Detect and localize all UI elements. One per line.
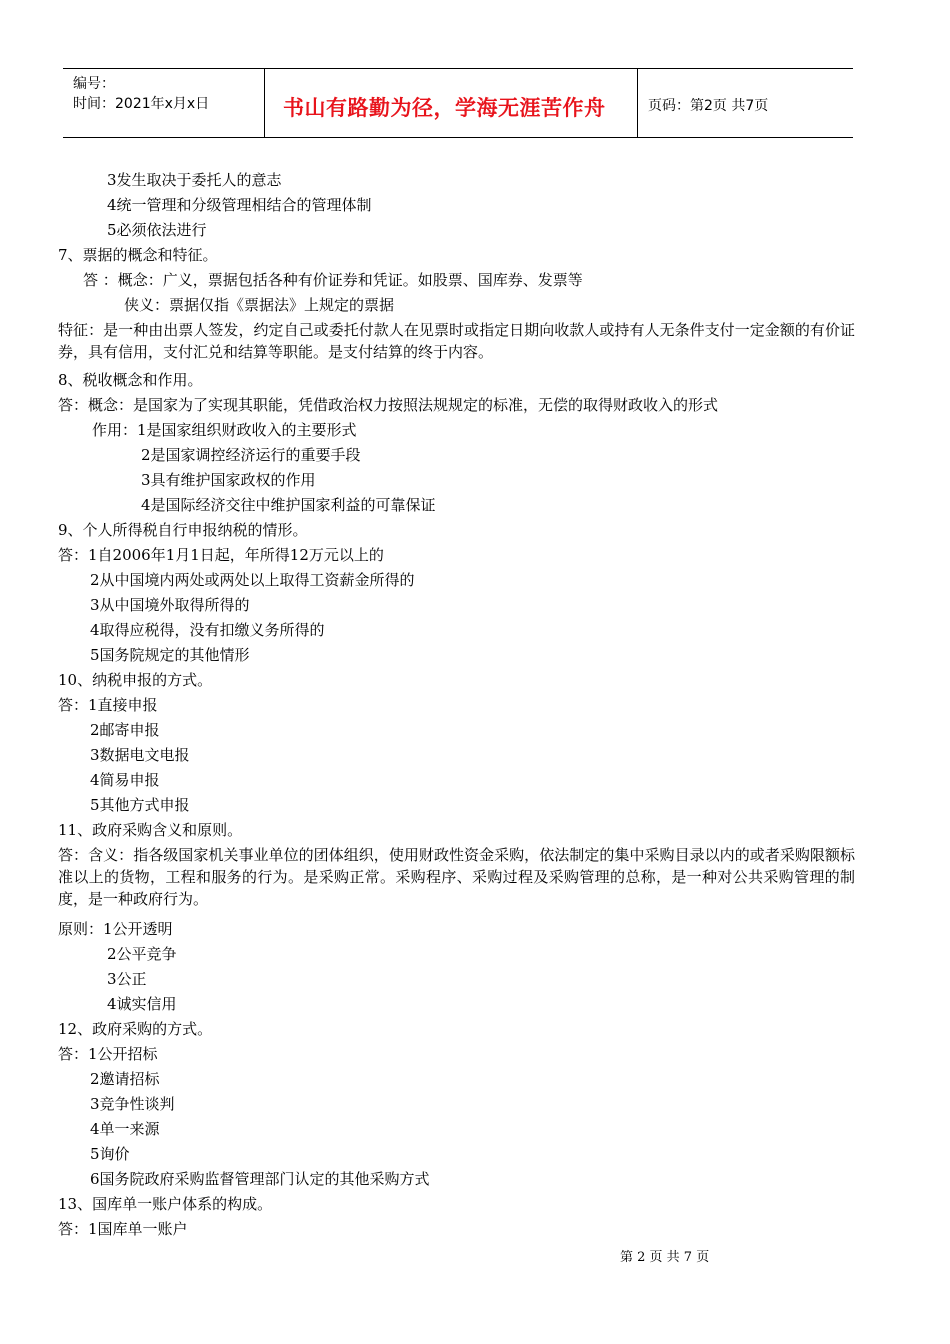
body-line: 2邀请招标 <box>90 1070 160 1088</box>
question-heading: 11、政府采购含义和原则。 <box>58 821 243 839</box>
body-line: 4是国际经济交往中维护国家利益的可靠保证 <box>141 496 436 514</box>
body-line: 5国务院规定的其他情形 <box>90 646 250 664</box>
body-line: 4单一来源 <box>90 1120 160 1138</box>
document-time-label: 时间：2021年x月x日 <box>73 96 210 112</box>
header-meta-cell <box>63 69 265 137</box>
page-footer: 第 2 页 共 7 页 <box>620 1250 710 1265</box>
body-line: 6国务院政府采购监督管理部门认定的其他采购方式 <box>90 1170 430 1188</box>
body-paragraph: 特征：是一种由出票人签发，约定自己或委托付款人在见票时或指定日期向收款人或持有人无条件支付一定金额的有价证券，具有信用，支付汇兑和结算等职能。是支付结算的终于内容。 <box>58 321 855 361</box>
body-line: 3数据电文电报 <box>90 746 190 764</box>
header-motto-cell <box>265 69 638 137</box>
question-heading: 8、税收概念和作用。 <box>58 371 203 389</box>
body-line: 3发生取决于委托人的意志 <box>107 171 282 189</box>
body-line: 2邮寄申报 <box>90 721 160 739</box>
body-line: 答：1国库单一账户 <box>58 1220 188 1238</box>
page-header <box>63 68 853 138</box>
body-line: 4取得应税得，没有扣缴义务所得的 <box>90 621 325 639</box>
body-line: 答 ：概念：广义，票据包括各种有价证券和凭证。如股票、国库券、发票等 <box>83 271 583 289</box>
question-heading: 7、票据的概念和特征。 <box>58 246 218 264</box>
body-line: 3竞争性谈判 <box>90 1095 175 1113</box>
body-line: 2从中国境内两处或两处以上取得工资薪金所得的 <box>90 571 415 589</box>
header-page-number: 页码：第2页 共7页 <box>648 98 769 114</box>
body-line: 4简易申报 <box>90 771 160 789</box>
question-heading: 13、国库单一账户体系的构成。 <box>58 1195 273 1213</box>
body-line: 答：概念：是国家为了实现其职能，凭借政治权力按照法规规定的标准，无偿的取得财政收入的形式 <box>58 396 719 414</box>
body-line: 3从中国境外取得所得的 <box>90 596 250 614</box>
body-line: 答：1自2006年1月1日起，年所得12万元以上的 <box>58 546 384 564</box>
body-line: 侠义：票据仅指《票据法》上规定的票据 <box>124 296 395 314</box>
body-line: 答：1直接申报 <box>58 696 158 714</box>
body-paragraph: 答：含义：指各级国家机关事业单位的团体组织，使用财政性资金采购，依法制定的集中采购目录以内的或者采购限额标准以上的货物，工程和服务的行为。是采购正常。采购程序、采购过程及采购管理的总称，是一种对公共采购管理的制度，是一种政府行为。 <box>58 846 855 908</box>
document-number-label: 编号： <box>73 76 115 92</box>
body-line: 作用：1是国家组织财政收入的主要形式 <box>92 421 357 439</box>
question-heading: 10、纳税申报的方式。 <box>58 671 213 689</box>
question-heading: 9、个人所得税自行申报纳税的情形。 <box>58 521 308 539</box>
question-heading: 12、政府采购的方式。 <box>58 1020 213 1038</box>
body-line: 2公平竞争 <box>107 945 177 963</box>
body-line: 5其他方式申报 <box>90 796 190 814</box>
body-line: 答：1公开招标 <box>58 1045 158 1063</box>
body-line: 4统一管理和分级管理相结合的管理体制 <box>107 196 372 214</box>
body-line: 5询价 <box>90 1145 130 1163</box>
body-line: 原则：1公开透明 <box>58 920 173 938</box>
body-line: 5必须依法进行 <box>107 221 207 239</box>
header-motto: 书山有路勤为径，学海无涯苦作舟 <box>283 96 606 120</box>
body-line: 3具有维护国家政权的作用 <box>141 471 316 489</box>
body-line: 2是国家调控经济运行的重要手段 <box>141 446 361 464</box>
body-line: 4诚实信用 <box>107 995 177 1013</box>
header-page-cell <box>638 69 853 137</box>
body-line: 3公正 <box>107 970 147 988</box>
